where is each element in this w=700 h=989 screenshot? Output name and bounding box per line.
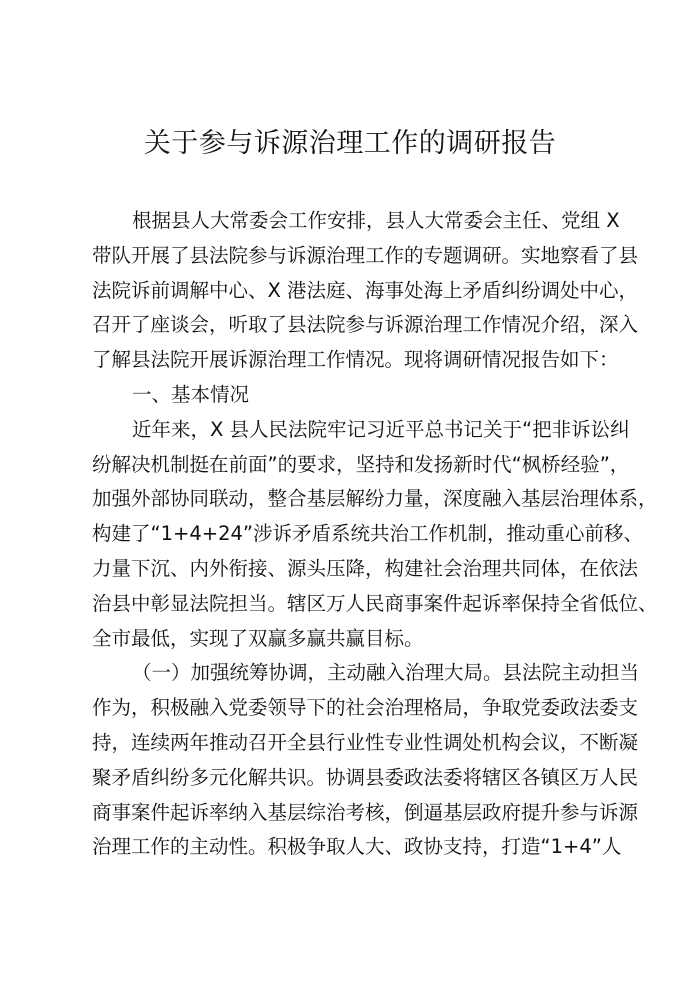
paragraph-line: 纷解决机制挺在前面”的要求，坚持和发扬新时代“枫桥经验”， bbox=[92, 452, 630, 476]
paragraph-line: 全市最低，实现了双赢多赢共赢目标。 bbox=[92, 626, 424, 650]
paragraph-line: 治县中彰显法院担当。辖区万人民商事案件起诉率保持全省低位、 bbox=[92, 591, 658, 615]
paragraph-line: 了解县法院开展诉源治理工作情况。现将调研情况报告如下： bbox=[92, 348, 619, 372]
paragraph-line: 带队开展了县法院参与诉源治理工作的专题调研。实地察看了县 bbox=[92, 243, 639, 267]
section-heading: 一、基本情况 bbox=[132, 382, 250, 406]
paragraph-line: 召开了座谈会，听取了县法院参与诉源治理工作情况介绍，深入 bbox=[92, 313, 639, 337]
paragraph-line: 构建了“1+4+24”涉诉矛盾系统共治工作机制，推动重心前移、 bbox=[92, 522, 644, 546]
document-body bbox=[92, 204, 658, 865]
paragraph-line: 治理工作的主动性。积极争取人大、政协支持，打造“1+4”人 bbox=[92, 835, 622, 859]
paragraph-line: （一）加强统筹协调，主动融入治理大局。县法院主动担当 bbox=[132, 661, 640, 685]
paragraph-line: 作为，积极融入党委领导下的社会治理格局，争取党委政法委支 bbox=[92, 696, 639, 720]
paragraph-line: 法院诉前调解中心、X 港法庭、海事处海上矛盾纠纷调处中心， bbox=[92, 278, 639, 302]
document-title: 关于参与诉源治理工作的调研报告 bbox=[143, 128, 557, 159]
paragraph-line: 力量下沉、内外衔接、源头压降，构建社会治理共同体，在依法 bbox=[92, 556, 639, 580]
paragraph-line: 聚矛盾纠纷多元化解共识。协调县委政法委将辖区各镇区万人民 bbox=[92, 765, 639, 789]
paragraph-line: 加强外部协同联动，整合基层解纷力量，深度融入基层治理体系， bbox=[92, 487, 658, 511]
paragraph-line: 根据县人大常委会工作安排，县人大常委会主任、党组 X bbox=[132, 209, 620, 232]
paragraph-line: 商事案件起诉率纳入基层综治考核，倒逼基层政府提升参与诉源 bbox=[92, 800, 639, 824]
paragraph-line: 近年来，X 县人民法院牢记习近平总书记关于“把非诉讼纠 bbox=[132, 417, 630, 441]
paragraph-line: 持，连续两年推动召开全县行业性专业性调处机构会议，不断凝 bbox=[92, 730, 639, 754]
